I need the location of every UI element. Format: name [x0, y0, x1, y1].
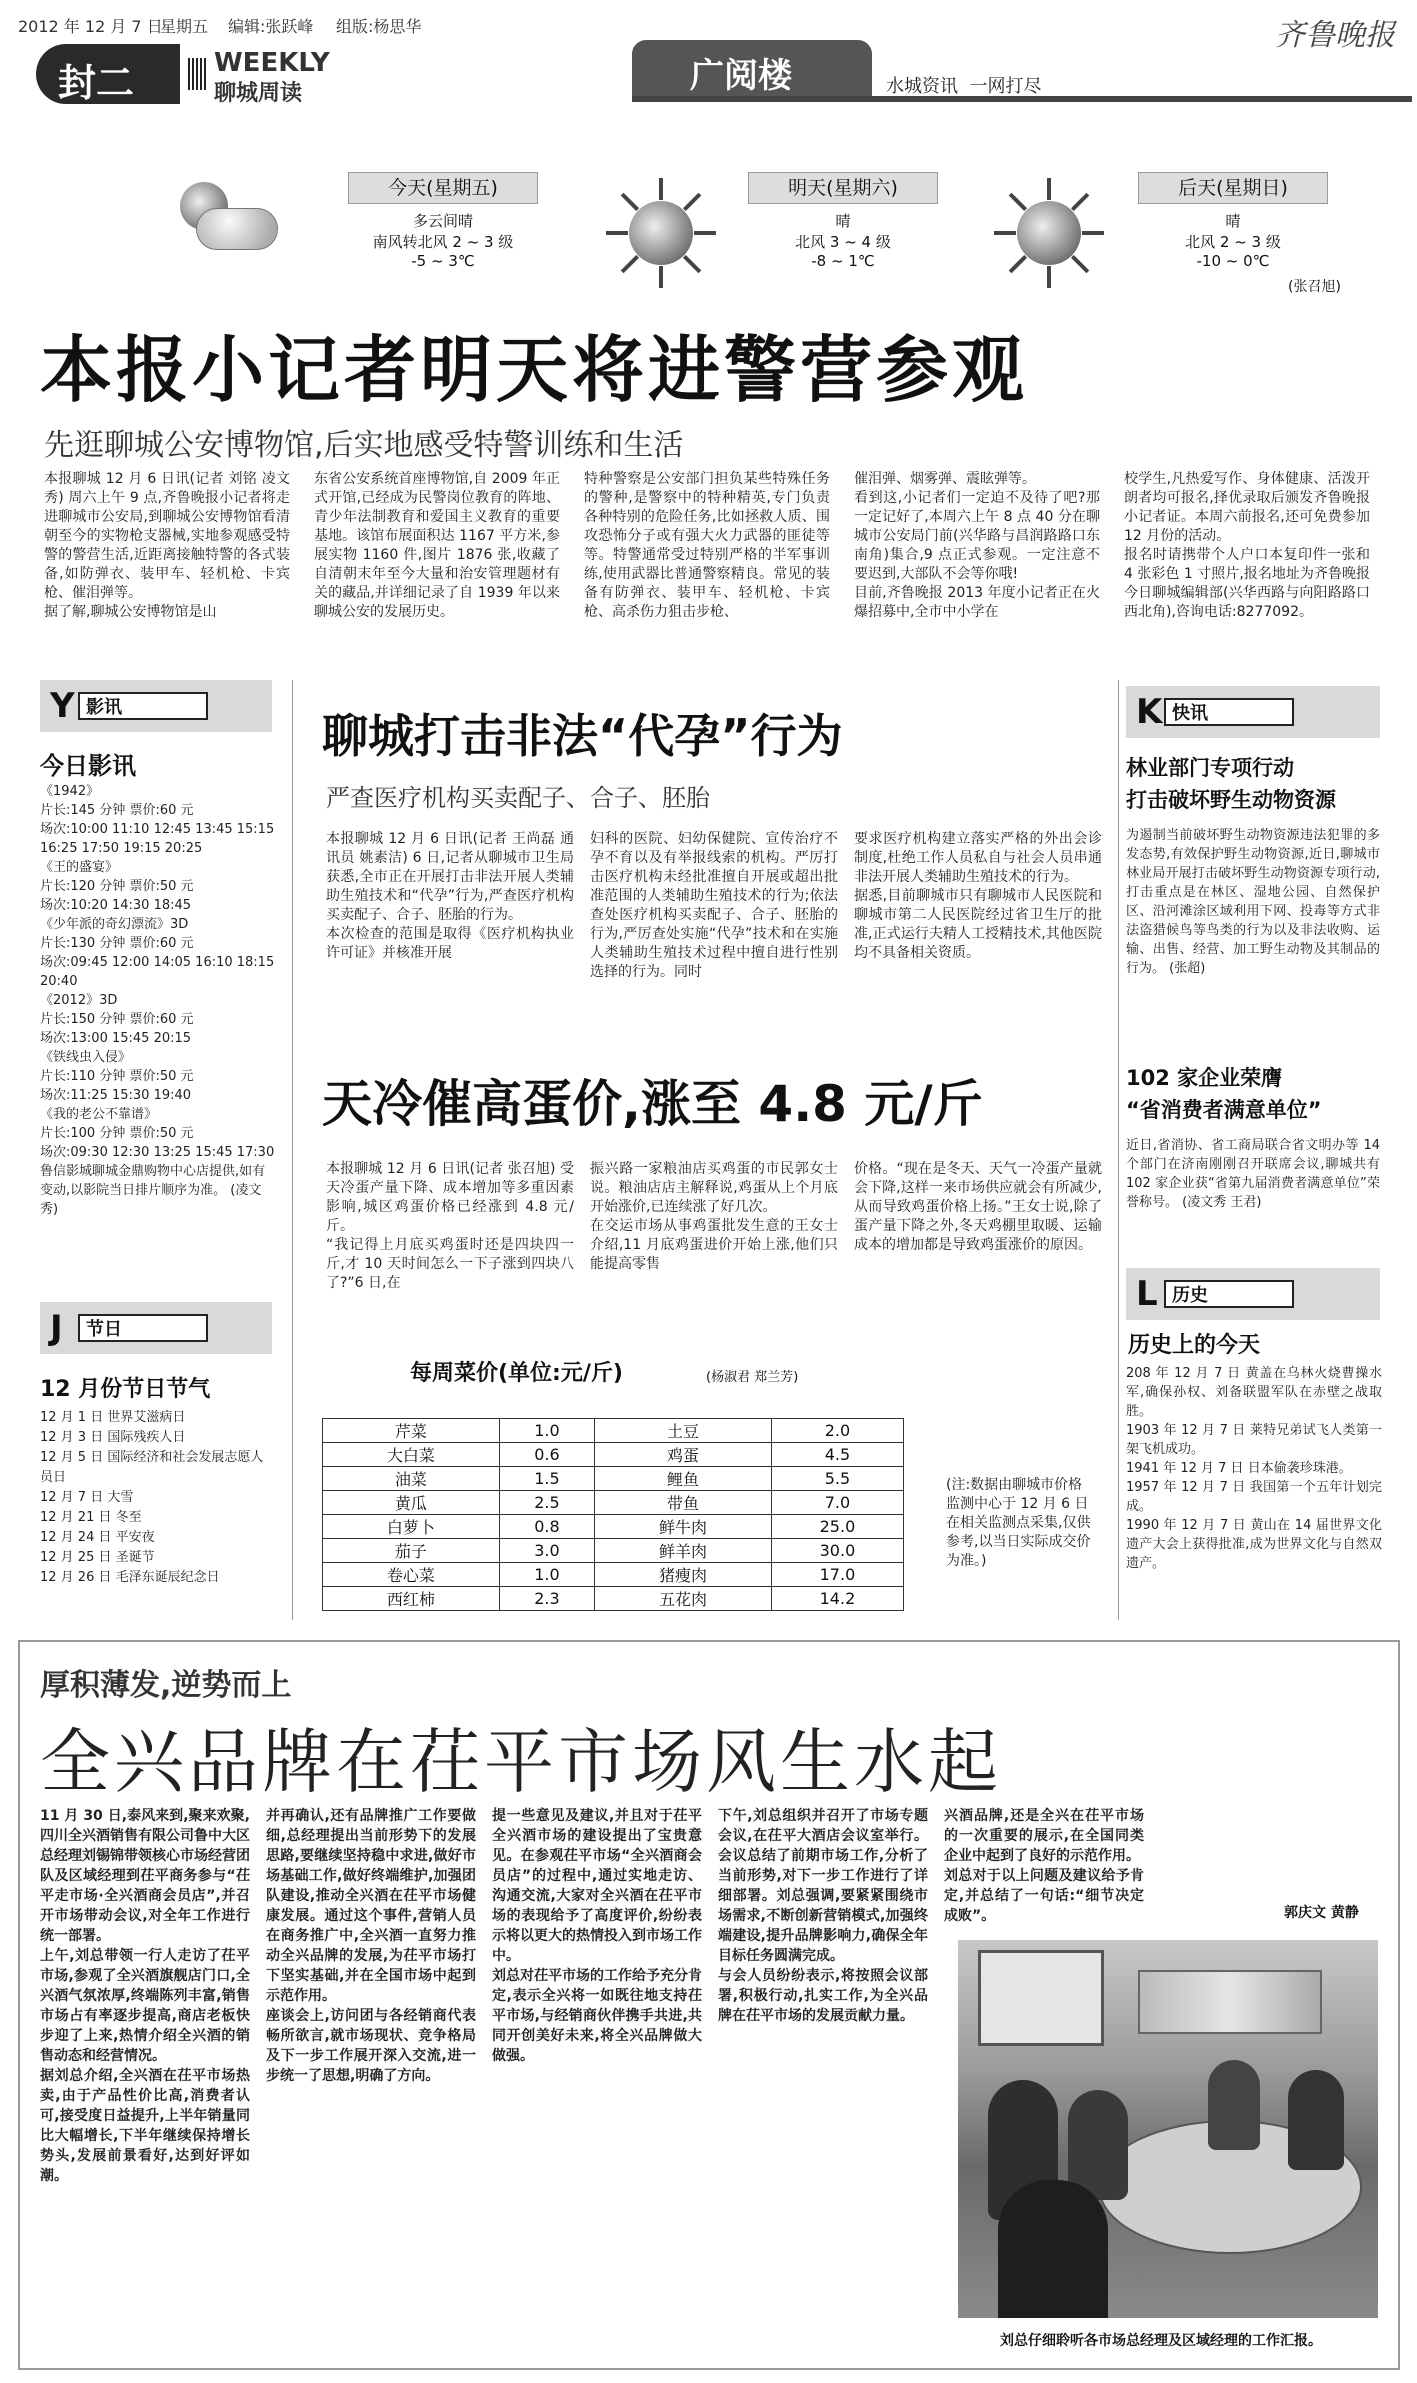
veg-item-cell: 带鱼	[595, 1491, 772, 1515]
history-section-head	[1126, 1268, 1380, 1320]
lead-headline: 本报小记者明天将进警营参观	[40, 328, 1029, 412]
photo-window	[978, 1950, 1104, 2046]
designer-credit: 组版:杨思华	[336, 17, 422, 36]
express-headline-2: 102 家企业荣膺 “省消费者满意单位”	[1126, 1066, 1322, 1122]
movies-letter: Y	[50, 686, 75, 726]
express-section-head	[1126, 686, 1380, 738]
photo-person	[1208, 2060, 1260, 2150]
issue-date: 2012 年 12 月 7 日	[18, 17, 163, 36]
veg-item-cell: 白萝卜	[323, 1515, 500, 1539]
veg-item-cell: 猪瘦肉	[595, 1563, 772, 1587]
express-letter: K	[1136, 692, 1163, 732]
veg-price-cell: 7.0	[771, 1491, 903, 1515]
festivals-section-head	[40, 1302, 272, 1354]
veg-price-cell: 0.6	[499, 1443, 594, 1467]
day-label: 明天(星期六)	[748, 172, 938, 204]
veg-item-cell: 黄瓜	[323, 1491, 500, 1515]
weather-day-today	[348, 172, 538, 270]
sun-icon	[994, 178, 1104, 288]
veg-item-cell: 鸡蛋	[595, 1443, 772, 1467]
weather-day-after	[1138, 172, 1328, 270]
veg-price-cell: 25.0	[771, 1515, 903, 1539]
section-title: 广阅楼	[690, 56, 792, 96]
lead-col-5: 校学生,凡热爱写作、身体健康、活泼开朗者均可报名,择优录取后颁发齐鲁晚报小记者证。本周六前报名,还可免费参加 12 月份的活动。 报名时请携带个人户口本复印件一张和 4 张彩色 1 寸照片,报名地址为齐鲁晚报今日聊城编辑部(兴华西路与向阳路路口西北角),咨询电话:8277092。	[1124, 471, 1370, 620]
veg-price-row	[323, 1443, 904, 1467]
lead-col-3: 特种警察是公安部门担负某些特殊任务的警种,是警察中的特种精英,专门负责各种特别的危险任务,比如拯救人质、围攻恐怖分子或有强大火力武器的匪徒等等。特警通常受过特别严格的半军事训练,使用武器比普通警察精良。常见的装备有防弹衣、装甲车、轻机枪、卡宾枪、高杀伤力狙击步枪、	[584, 471, 830, 620]
movies-label: 影讯	[78, 692, 208, 720]
veg-item-cell: 大白菜	[323, 1443, 500, 1467]
veg-item-cell: 茄子	[323, 1539, 500, 1563]
veg-item-cell: 鲤鱼	[595, 1467, 772, 1491]
day-desc: 晴	[835, 212, 851, 230]
advert-photo	[958, 1940, 1378, 2318]
day-wind: 北风 2 ~ 3 级	[1185, 233, 1281, 251]
day-temp: -8 ~ 1℃	[811, 252, 875, 270]
festivals-title: 12 月份节日节气	[40, 1377, 211, 1402]
express-body: 为遏制当前破坏野生动物资源违法犯罪的多发态势,有效保护野生动物资源,近日,聊城市林业局开展打击破坏野生动物资源专项行动,打击重点是在林区、湿地公园、自然保护区、沿河滩涂区域利用下网、投毒等方式非法盗猎候鸟等鸟类的行为以及非法收购、运输、出售、经营、加工野生动物及其制品的行为。 (张超)	[1126, 828, 1380, 976]
lead-col-1: 本报聊城 12 月 6 日讯(记者 刘铭 凌文秀) 周六上午 9 点,齐鲁晚报小记者将走进聊城市公安局,到聊城公安博物馆看清朝至今的实物枪支器械,实地参观感受特警的警营生活,近距离接触特警的各式装备,如防弹衣、装甲车、轻机枪、卡宾枪、催泪弹等。 据了解,聊城公安博物馆是山	[44, 471, 290, 620]
advert-col-6	[1160, 1806, 1380, 1886]
veg-price-cell: 2.0	[771, 1419, 903, 1443]
weather-day-tomorrow	[748, 172, 938, 270]
express-headline: 林业部门专项行动 打击破坏野生动物资源	[1126, 756, 1336, 812]
history-letter: L	[1136, 1274, 1158, 1314]
veg-price-cell: 3.0	[499, 1539, 594, 1563]
column-rule-right	[1118, 680, 1119, 1620]
day-temp: -5 ~ 3℃	[411, 252, 475, 270]
festivals-body: 12 月 1 日 世界艾滋病日 12 月 3 日 国际残疾人日 12 月 5 日 国际经济和社会发展志愿人员日 12 月 7 日 大雪 12 月 21 日 冬至 12 月 24 日 平安夜 12 月 25 日 圣诞节 12 月 26 日 毛泽东诞辰纪念日	[40, 1410, 264, 1585]
day-label: 今天(星期五)	[348, 172, 538, 204]
surrogacy-subhead: 严查医疗机构买卖配子、合子、胚胎	[326, 784, 710, 812]
cloud-sun-icon	[166, 182, 276, 252]
eggs-col-2: 振兴路一家粮油店买鸡蛋的市民郭女士说。粮油店店主解释说,鸡蛋从上个月底开始涨价,已连续涨了好几次。 在交运市场从事鸡蛋批发生意的王女士介绍,11 月底鸡蛋进价开始上涨,他们只能提高零售	[590, 1161, 838, 1272]
veg-price-cell: 5.5	[771, 1467, 903, 1491]
veg-price-row	[323, 1491, 904, 1515]
surrogacy-col-2: 妇科的医院、妇幼保健院、宣传治疗不孕不育以及有举报线索的机构。严厉打击医疗机构未经批准擅自开展或超出批准范围的人类辅助生殖技术的行为;依法查处医疗机构买卖配子、合子、胚胎的行为,严厉查处实施“代孕”技术和在实施人类辅助生殖技术过程中擅自进行性别选择的行为。同时	[590, 831, 838, 980]
masthead	[0, 0, 1417, 120]
veg-price-row	[323, 1419, 904, 1443]
advert-col-3: 提一些意见及建议,并且对于茌平全兴酒市场的建设提出了宝贵意见。在参观茌平市场“全兴酒商会员店”的过程中,通过实地走访、沟通交流,大家对全兴酒在茌平市场的表现给予了高度评价,纷纷表示将以更大的热情投入到市场工作中。 刘总对茌平市场的工作给予充分肯定,表示全兴将一如既往地支持茌平市场,与经销商伙伴携手共进,共同开创美好未来,将全兴品牌做大做强。	[492, 1808, 702, 2064]
movies-title: 今日影讯	[40, 752, 136, 780]
veg-item-cell: 卷心菜	[323, 1563, 500, 1587]
history-title: 历史上的今天	[1128, 1333, 1261, 1358]
day-label: 后天(星期日)	[1138, 172, 1328, 204]
express-body-2: 近日,省消协、省工商局联合省文明办等 14 个部门在济南刚刚召开联席会议,聊城共有 102 家企业获“省第九届消费者满意单位”荣誉称号。 (凌文秀 王君)	[1126, 1138, 1380, 1210]
surrogacy-col-1: 本报聊城 12 月 6 日讯(记者 王尚磊 通讯员 姚素洁) 6 日,记者从聊城市卫生局获悉,全市正在开展打击非法开展人类辅助生殖技术和“代孕”行为,严查医疗机构买卖配子、合子、胚胎的行为。 本次检查的范围是取得《医疗机构执业许可证》并核准开展	[326, 831, 574, 961]
veg-item-cell: 芹菜	[323, 1419, 500, 1443]
express-label: 快讯	[1164, 698, 1294, 726]
weather-credit: (张召旭)	[1288, 279, 1341, 295]
advert-col-4: 下午,刘总组织并召开了市场专题会议,在茌平大酒店会议室举行。会议总结了前期市场工作,分析了当前形势,对下一步工作进行了详细部署。刘总强调,要紧紧围绕市场需求,不断创新营销模式,加强终端建设,提升品牌影响力,确保全年目标任务圆满完成。 与会人员纷纷表示,将按照会议部署,积极行动,扎实工作,为全兴品牌在茌平市场的发展贡献力量。	[718, 1808, 928, 2024]
veg-price-cell: 0.8	[499, 1515, 594, 1539]
weekly-en: WEEKLY	[214, 48, 330, 78]
page-label: 封二	[58, 61, 135, 105]
barcode-icon	[188, 58, 208, 90]
day-wind: 北风 3 ~ 4 级	[795, 233, 891, 251]
veg-price-row	[323, 1467, 904, 1491]
veg-price-table	[322, 1418, 904, 1611]
veg-price-cell: 17.0	[771, 1563, 903, 1587]
festivals-label: 节日	[78, 1314, 208, 1342]
veg-price-cell: 1.0	[499, 1419, 594, 1443]
surrogacy-headline: 聊城打击非法“代孕”行为	[322, 709, 843, 763]
photo-person	[1288, 2070, 1344, 2170]
festivals-letter: J	[50, 1308, 63, 1348]
sun-icon	[606, 178, 716, 288]
veg-item-cell: 鲜羊肉	[595, 1539, 772, 1563]
movies-section-head	[40, 680, 272, 732]
veg-note: (注:数据由聊城市价格监测中心于 12 月 6 日在相关监测点采集,仅供参考,以当日实际成交价为准。)	[946, 1477, 1091, 1569]
movies-body: 《1942》 片长:145 分钟 票价:60 元 场次:10:00 11:10 12:45 13:45 15:15 16:25 17:50 19:15 20:25 《王的盛宴》 片长:120 分钟 票价:50 元 场次:10:20 14:30 18:45 《少年派的奇幻漂流》3D 片长:130 分钟 票价:60 元 场次:09:45 12:00 14:05 16:10 18:15 20:40 《2012》3D 片长:150 分钟 票价:60 元 场次:13:00 15:45 20:15 《铁线虫入侵》 片长:110 分钟 票价:50 元 场次:11:25 15:30 19:40 《我的老公不靠谱》 片长:100 分钟 票价:50 元 场次:09:30 12:30 13:25 15:45 17:30 鲁信影城聊城金鼎购物中心店提供,如有变动,以影院当日排片顺序为准。 (凌文秀)	[40, 784, 275, 1217]
issue-weekday: 星期五	[160, 17, 209, 36]
eggs-col-1: 本报聊城 12 月 6 日讯(记者 张召旭) 受天冷蛋产量下降、成本增加等多重因素影响,城区鸡蛋价格已经涨到 4.8 元/斤。 “我记得上月底买鸡蛋时还是四块四一斤,才 10 天时间怎么一下子涨到四块八了?”6 日,在	[326, 1161, 574, 1291]
veg-credit: (杨淑君 郑兰芳)	[706, 1370, 799, 1385]
section-tagline: 水城资讯 一网打尽	[886, 76, 1042, 97]
advert-photo-caption: 刘总仔细聆听各市场总经理及区域经理的工作汇报。	[1000, 2333, 1322, 2349]
veg-price-cell: 30.0	[771, 1539, 903, 1563]
advert-byline: 郭庆文 黄静	[1284, 1905, 1359, 1921]
photo-wall-painting	[1138, 1970, 1322, 2034]
advert-col-5: 兴酒品牌,还是全兴在茌平市场的一次重要的展示,在全国同类企业中起到了良好的示范作用。 刘总对于以上问题及建议给予肯定,并总结了一句话:“细节决定成败”。	[944, 1808, 1144, 1922]
veg-price-row	[323, 1587, 904, 1611]
veg-item-cell: 鲜牛肉	[595, 1515, 772, 1539]
lead-subhead: 先逛聊城公安博物馆,后实地感受特警训练和生活	[44, 428, 684, 463]
column-rule-left	[292, 680, 293, 1620]
veg-price-row	[323, 1539, 904, 1563]
advert-kicker: 厚积薄发,逆势而上	[40, 1668, 292, 1703]
day-desc: 多云间晴	[412, 212, 473, 230]
advert-col-2: 并再确认,还有品牌推广工作要做细,总经理提出当前形势下的发展思路,要继续坚持稳中求进,做好市场基础工作,做好终端维护,加强团队建设,推动全兴酒在茌平市场健康发展。通过这个事件,营销人员在商务推广中,全兴酒一直努力推动全兴品牌的发展,为茌平市场打下坚实基础,并在全国市场中起到示范作用。 座谈会上,访问团与各经销商代表畅所欲言,就市场现状、竞争格局及下一步工作展开深入交流,进一步统一了思想,明确了方向。	[266, 1808, 476, 2084]
weather-strip	[18, 142, 1398, 302]
advert-col-1: 11 月 30 日,泰风来到,聚来欢聚,四川全兴酒销售有限公司鲁中大区总经理刘锡锦带领核心市场经营团队及区域经理到茌平商务参与“茌平走市场·全兴酒商会员店”,并召开市场带动会议,对全年工作进行统一部署。 上午,刘总带领一行人走访了茌平市场,参观了全兴酒旗舰店门口,全兴酒气氛浓厚,终端陈列丰富,销售市场占有率逐步提高,商店老板快步迎了上来,热情介绍全兴酒的销售动态和经营情况。 据刘总介绍,全兴酒在茌平市场热卖,由于产品性价比高,消费者认可,接受度日益提升,上半年销量同比大幅增长,下半年继续保持增长势头,发展前景看好,达到好评如潮。	[40, 1808, 250, 2184]
veg-price-cell: 2.5	[499, 1491, 594, 1515]
editor-credit: 编辑:张跃峰	[228, 17, 314, 36]
veg-price-cell: 2.3	[499, 1587, 594, 1611]
veg-price-row	[323, 1515, 904, 1539]
surrogacy-col-3: 要求医疗机构建立落实严格的外出会诊制度,杜绝工作人员私自与社会人员串通非法开展人类辅助生殖技术的行为。 据悉,目前聊城市只有聊城市人民医院和聊城市第二人民医院经过省卫生厅的批准,正式运行夫精人工授精技术,其他医院均不具备相关资质。	[854, 831, 1102, 961]
weekly-cn: 聊城周读	[214, 81, 303, 106]
advert-headline: 全兴品牌在茌平市场风生水起	[40, 1721, 1002, 1803]
veg-item-cell: 油菜	[323, 1467, 500, 1491]
veg-price-cell: 14.2	[771, 1587, 903, 1611]
lead-col-4: 催泪弹、烟雾弹、震眩弹等。 看到这,小记者们一定迫不及待了吧?那一定记好了,本周六上午 8 点 40 分在聊城市公安局门前(兴华路与昌润路路口东南角)集合,9 点正式参观。一定注意不要迟到,大部队不会等你哦! 目前,齐鲁晚报 2013 年度小记者正在火爆招募中,全市中小学在	[854, 471, 1100, 620]
page-label-tab	[36, 44, 180, 104]
veg-price-cell: 1.0	[499, 1563, 594, 1587]
paper-logo: 齐鲁晚报	[1275, 18, 1395, 53]
veg-item-cell: 土豆	[595, 1419, 772, 1443]
eggs-col-3: 价格。“现在是冬天、天气一冷蛋产量就会下降,这样一来市场供应就会有所减少,从而导致鸡蛋价格上扬。”王女士说,除了蛋产量下降之外,冬天鸡棚里取暖、运输成本的增加都是导致鸡蛋涨价的原因。	[854, 1161, 1102, 1253]
eggs-headline: 天冷催高蛋价,涨至 4.8 元/斤	[322, 1075, 983, 1133]
history-body: 208 年 12 月 7 日 黄盖在乌林火烧曹操水军,确保孙权、刘备联盟军队在赤壁之战取胜。 1903 年 12 月 7 日 莱特兄弟试飞人类第一架飞机成功。 1941 年 12 月 7 日 日本偷袭珍珠港。 1957 年 12 月 7 日 我国第一个五年计划完成。 1990 年 12 月 7 日 黄山在 14 届世界文化遗产大会上获得批准,成为世界文化与自然双遗产。	[1126, 1366, 1382, 1571]
history-label: 历史	[1164, 1280, 1294, 1308]
veg-price-cell: 1.5	[499, 1467, 594, 1491]
veg-title: 每周菜价(单位:元/斤)	[410, 1361, 623, 1386]
day-temp: -10 ~ 0℃	[1196, 252, 1270, 270]
lead-col-2: 东省公安系统首座博物馆,自 2009 年正式开馆,已经成为民警岗位教育的阵地、青少年法制教育和爱国主义教育的重要基地。该馆布展面积达 1167 平方米,参展实物 1160 件,图片 1876 张,收藏了自清朝末年至今大量和治安管理题材有关的藏品,并详细记录了自 1939 年以来聊城公安的发展历史。	[314, 471, 560, 620]
photo-person	[998, 2180, 1108, 2318]
day-wind: 南风转北风 2 ~ 3 级	[372, 233, 514, 251]
day-desc: 晴	[1225, 212, 1241, 230]
veg-price-row	[323, 1563, 904, 1587]
veg-item-cell: 五花肉	[595, 1587, 772, 1611]
section-tab	[632, 40, 872, 96]
veg-price-cell: 4.5	[771, 1443, 903, 1467]
veg-item-cell: 西红柿	[323, 1587, 500, 1611]
